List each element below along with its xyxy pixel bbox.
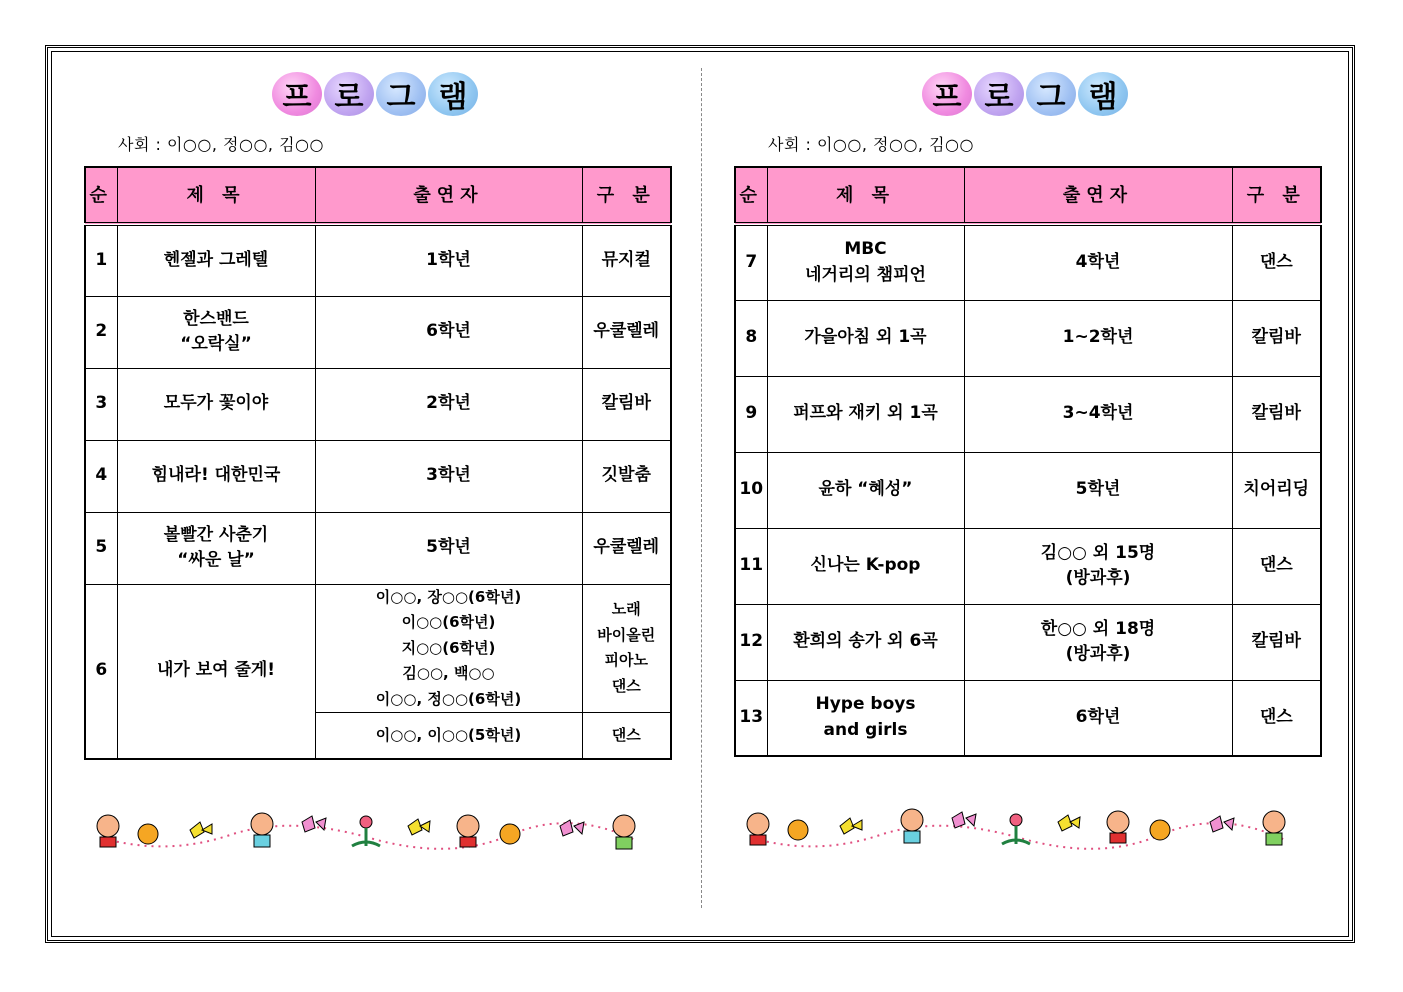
row-title: 내가 보여 줄게! xyxy=(117,584,315,759)
title-char: 프 xyxy=(922,72,972,116)
table-row xyxy=(735,376,1321,452)
row-category: 칼림바 xyxy=(1232,300,1321,376)
row-category: 깃발춤 xyxy=(582,440,671,512)
row-category: 칼림바 xyxy=(1232,604,1321,680)
table-row xyxy=(85,512,671,584)
program-table-right xyxy=(734,166,1322,757)
row-performer: 4학년 xyxy=(964,224,1232,300)
header-no: 순 xyxy=(85,167,117,224)
fold-divider xyxy=(701,68,702,908)
row-no: 8 xyxy=(735,300,767,376)
table-row xyxy=(735,224,1321,300)
row-title: 가을아침 외 1곡 xyxy=(767,300,964,376)
row-performer: 6학년 xyxy=(964,680,1232,756)
title-char: 로 xyxy=(324,72,374,116)
table-row xyxy=(735,528,1321,604)
row-no: 4 xyxy=(85,440,117,512)
table-row xyxy=(85,224,671,296)
table-row xyxy=(735,604,1321,680)
row-performer: 이○○, 이○○(5학년) xyxy=(315,713,582,759)
table-row xyxy=(735,680,1321,756)
row-title: 힘내라! 대한민국 xyxy=(117,440,315,512)
mc-line-left: 사회 : 이○○, 정○○, 김○○ xyxy=(118,135,324,154)
header-title: 제 목 xyxy=(117,167,315,224)
table-row xyxy=(735,300,1321,376)
program-title-left xyxy=(272,72,480,118)
row-performer: 3학년 xyxy=(315,440,582,512)
row-no: 7 xyxy=(735,224,767,300)
table-row xyxy=(85,296,671,368)
row-title: Hype boys and girls xyxy=(767,680,964,756)
row-no: 12 xyxy=(735,604,767,680)
row-no: 1 xyxy=(85,224,117,296)
row-category: 노래 바이올린 피아노 댄스 xyxy=(582,584,671,713)
clipart-characters-icon xyxy=(90,800,650,860)
row-category: 우쿨렐레 xyxy=(582,512,671,584)
row-category: 치어리딩 xyxy=(1232,452,1321,528)
row-title: 퍼프와 재키 외 1곡 xyxy=(767,376,964,452)
row-no: 3 xyxy=(85,368,117,440)
table-row xyxy=(85,368,671,440)
row-performer: 1~2학년 xyxy=(964,300,1232,376)
row-category: 뮤지컬 xyxy=(582,224,671,296)
row-performer: 2학년 xyxy=(315,368,582,440)
header-no: 순 xyxy=(735,167,767,224)
row-category: 칼림바 xyxy=(1232,376,1321,452)
clipart-characters-icon xyxy=(740,800,1300,860)
row-category: 댄스 xyxy=(582,713,671,759)
row-title: 환희의 송가 외 6곡 xyxy=(767,604,964,680)
row-title: 모두가 꽃이야 xyxy=(117,368,315,440)
row-no: 9 xyxy=(735,376,767,452)
row-performer: 1학년 xyxy=(315,224,582,296)
row-title: 볼빨간 사춘기 “싸운 날” xyxy=(117,512,315,584)
program-table-left xyxy=(84,166,672,760)
header-category: 구 분 xyxy=(1232,167,1321,224)
row-title: 신나는 K-pop xyxy=(767,528,964,604)
table-row xyxy=(85,584,671,713)
mc-line-right: 사회 : 이○○, 정○○, 김○○ xyxy=(768,135,974,154)
row-title: 윤하 “혜성” xyxy=(767,452,964,528)
row-no: 6 xyxy=(85,584,117,759)
row-performer: 이○○, 장○○(6학년) 이○○(6학년) 지○○(6학년) 김○○, 백○○ 이○○, 정○○(6학년) xyxy=(315,584,582,713)
row-performer: 5학년 xyxy=(315,512,582,584)
table-row xyxy=(85,440,671,512)
header-performer: 출연자 xyxy=(964,167,1232,224)
row-performer: 5학년 xyxy=(964,452,1232,528)
row-title: 헨젤과 그레텔 xyxy=(117,224,315,296)
title-char: 그 xyxy=(376,72,426,116)
row-performer: 김○○ 외 15명 (방과후) xyxy=(964,528,1232,604)
header-performer: 출연자 xyxy=(315,167,582,224)
table-row xyxy=(735,452,1321,528)
row-no: 5 xyxy=(85,512,117,584)
row-no: 10 xyxy=(735,452,767,528)
row-no: 13 xyxy=(735,680,767,756)
row-category: 칼림바 xyxy=(582,368,671,440)
row-title: 한스밴드 “오락실” xyxy=(117,296,315,368)
header-title: 제 목 xyxy=(767,167,964,224)
row-category: 댄스 xyxy=(1232,528,1321,604)
header-category: 구 분 xyxy=(582,167,671,224)
row-performer: 6학년 xyxy=(315,296,582,368)
title-char: 램 xyxy=(428,72,478,116)
title-char: 그 xyxy=(1026,72,1076,116)
title-char: 램 xyxy=(1078,72,1128,116)
row-performer: 3~4학년 xyxy=(964,376,1232,452)
row-category: 우쿨렐레 xyxy=(582,296,671,368)
decorative-border-right xyxy=(740,800,1300,860)
row-title: MBC 네거리의 챔피언 xyxy=(767,224,964,300)
decorative-border-left xyxy=(90,800,650,860)
program-title-right xyxy=(922,72,1130,118)
title-char: 로 xyxy=(974,72,1024,116)
row-category: 댄스 xyxy=(1232,224,1321,300)
row-category: 댄스 xyxy=(1232,680,1321,756)
row-no: 2 xyxy=(85,296,117,368)
row-performer: 한○○ 외 18명 (방과후) xyxy=(964,604,1232,680)
row-no: 11 xyxy=(735,528,767,604)
title-char: 프 xyxy=(272,72,322,116)
